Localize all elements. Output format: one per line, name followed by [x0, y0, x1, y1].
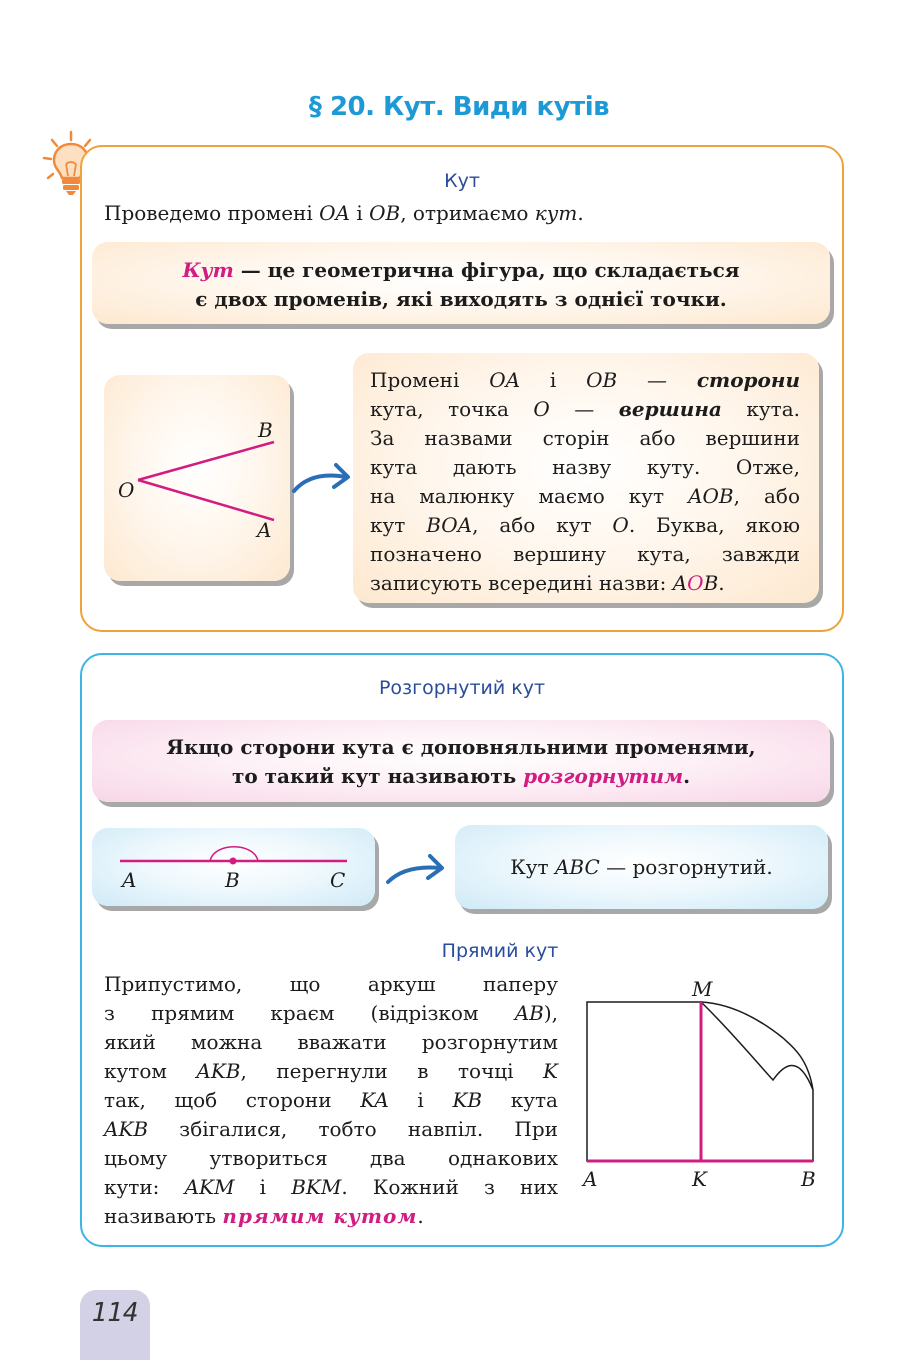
- straight-result: Кут ABC — розгорнутий.: [510, 855, 773, 879]
- angle-explanation-line: За назвами сторін або вершини: [370, 426, 800, 450]
- point-b: [230, 858, 237, 865]
- angle-explanation-line: кута, точка O — вершина кута.: [370, 397, 800, 421]
- label-a: A: [122, 868, 137, 892]
- angle-explanation-line: позначено вершину кута, завжди: [370, 542, 800, 566]
- angle-explanation-line: кут BOA, або кут O. Буква, якою: [370, 513, 800, 537]
- label-b: B: [258, 418, 273, 442]
- label-k: K: [692, 1167, 707, 1191]
- angle-explanation-line: кута дають назву куту. Отже,: [370, 455, 800, 479]
- right-angle-text-line: з прямим краєм (відрізком AB),: [104, 1001, 558, 1025]
- page-title: § 20. Кут. Види кутів: [308, 92, 610, 122]
- right-angle-text-line: кути: AKM і BKM. Кожний з них: [104, 1175, 558, 1199]
- label-b: B: [225, 868, 240, 892]
- angle-definition: Кут — це геометрична фігура, що складається є двох променів, які виходять з однієї точки.: [182, 258, 740, 311]
- right-angle-figure: [578, 978, 828, 1188]
- label-a: A: [583, 1167, 598, 1191]
- arrow-right-icon: [290, 455, 354, 499]
- label-m: M: [692, 977, 713, 1001]
- page-number: 114: [91, 1298, 139, 1328]
- right-angle-text-line: який можна вважати розгорнутим: [104, 1030, 558, 1054]
- label-b: B: [801, 1167, 816, 1191]
- label-o: O: [118, 478, 135, 502]
- angle-explanation-line: на малюнку маємо кут AOB, або: [370, 484, 800, 508]
- right-angle-text-line: цьому утвориться два однакових: [104, 1146, 558, 1170]
- right-angle-text-line: називають прямим кутом.: [104, 1204, 424, 1228]
- straight-angle-heading: Розгорнутий кут: [378, 677, 546, 699]
- right-angle-text-line: кутом AKB, перегнули в точці K: [104, 1059, 558, 1083]
- angle-heading: Кут: [444, 170, 480, 192]
- ray-oa: [138, 480, 274, 520]
- paper-left-half: [587, 1002, 701, 1161]
- angle-explanation-line: записують всередині назви: AOB.: [370, 571, 725, 595]
- right-angle-text-line: так, щоб сторони KA і KB кута: [104, 1088, 558, 1112]
- paper-fold: [701, 1002, 813, 1090]
- arrow-right-icon: [384, 848, 448, 892]
- straight-definition: Якщо сторони кута є доповняльними променями, то такий кут називають розгорнутим.: [166, 735, 756, 788]
- ray-ob: [138, 442, 274, 480]
- right-angle-text-line: Припустимо, що аркуш паперу: [104, 972, 558, 996]
- angle-intro: Проведемо промені OA і OB, отримаємо кут.: [104, 201, 584, 225]
- angle-explanation: [370, 366, 800, 598]
- angle-explanation-line: Промені OA і OB — сторони: [370, 368, 800, 392]
- right-angle-text-line: AKB збігалися, тобто навпіл. При: [104, 1117, 558, 1141]
- right-angle-heading: Прямий кут: [441, 940, 559, 962]
- label-a: A: [257, 518, 272, 542]
- right-angle-text: [104, 970, 558, 1231]
- label-c: C: [330, 868, 346, 892]
- paper-right-half: [701, 1002, 813, 1161]
